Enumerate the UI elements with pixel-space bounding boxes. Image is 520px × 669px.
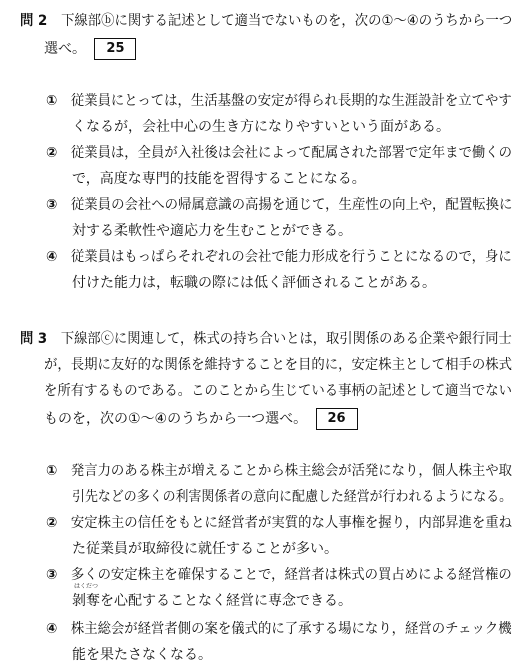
q2-option-1-text: 従業員にとっては，生活基盤の安定が得られ長期的な生涯設計を立てやす: [70, 93, 512, 109]
q2-option-3[interactable]: [46, 196, 512, 214]
q2-option-3-marker: ③: [46, 197, 58, 213]
q3-stem-line-4: [44, 408, 358, 430]
q2-stem-line-1: [20, 12, 512, 30]
q2-label: 問 2: [20, 13, 48, 29]
q3-option-3-cont: 剝奪を心配することなく経営に専念できる。: [72, 593, 352, 609]
q3-label: 問 3: [20, 331, 48, 347]
q2-option-4-marker: ④: [46, 249, 58, 265]
q3-option-2-cont: た従業員が取締役に就任することが多い。: [72, 541, 338, 557]
q2-option-2-text: 従業員は，全員が入社後は会社によって配属された部署で定年まで働くの: [70, 145, 512, 161]
q2-option-1-marker: ①: [46, 93, 58, 109]
q2-stem-text-2: 選べ。: [44, 41, 86, 57]
q2-option-2-cont: で，高度な専門的技能を習得することになる。: [72, 171, 366, 187]
q3-option-2-text: 安定株主の信任をもとに経営者が実質的な人事権を握り，内部昇進を重ね: [70, 515, 512, 531]
q3-stem-line-2: が，長期に友好的な関係を維持することを目的に，安定株主として相手の株式: [44, 357, 512, 373]
q2-option-2-marker: ②: [46, 145, 58, 161]
q3-answer-box[interactable]: 26: [316, 408, 358, 430]
q3-option-3-ruby: はくだつ: [74, 583, 99, 590]
q3-option-4-cont: 能を果たさなくなる。: [72, 647, 212, 663]
q2-option-1[interactable]: [46, 92, 512, 110]
q3-stem-text-1: 下線部ⓒに関連して，株式の持ち合いとは，取引関係のある企業や銀行同士: [60, 331, 512, 347]
q3-option-3-marker: ③: [46, 567, 58, 583]
q3-option-1-cont: 引先などの多くの利害関係者の意向に配慮した経営が行われるようになる。: [72, 489, 513, 505]
q2-option-2[interactable]: [46, 144, 512, 162]
q3-option-1-marker: ①: [46, 463, 58, 479]
q3-option-4[interactable]: [46, 620, 512, 638]
q3-option-4-marker: ④: [46, 621, 58, 637]
q2-stem-line-2: [44, 38, 136, 60]
q3-option-1-text: 発言力のある株主が増えることから株主総会が活発になり，個人株主や取: [70, 463, 512, 479]
q3-option-2-marker: ②: [46, 515, 58, 531]
q2-stem-text: 下線部ⓑに関する記述として適当でないものを，次の①～④のうちから一つ: [61, 13, 513, 29]
q2-option-3-cont: 対する柔軟性や適応力を生むことができる。: [72, 223, 352, 239]
q2-answer-box[interactable]: 25: [94, 38, 136, 60]
q3-option-4-text: 株主総会が経営者側の案を儀式的に了承する場になり，経営のチェック機: [70, 621, 512, 637]
q3-option-2[interactable]: [46, 514, 512, 532]
q3-option-1[interactable]: [46, 462, 512, 480]
q2-option-4-text: 従業員はもっぱらそれぞれの会社で能力形成を行うことになるので，身に: [70, 249, 512, 265]
q3-stem-line-1: [20, 330, 512, 348]
q3-option-3-text: 多くの安定株主を確保することで，経営者は株式の買占めによる経営権の: [70, 567, 512, 583]
q3-option-3[interactable]: [46, 566, 512, 584]
q2-option-3-text: 従業員の会社への帰属意識の高揚を通じて，生産性の向上や，配置転換に: [70, 197, 513, 213]
q3-stem-line-3: を所有するものである。このことから生じている事柄の記述として適当でない: [44, 383, 512, 399]
q2-option-4-cont: 付けた能力は，転職の際には低く評価されることがある。: [72, 275, 436, 291]
q3-stem-text-4: ものを，次の①～④のうちから一つ選べ。: [44, 411, 308, 427]
q2-option-4[interactable]: [46, 248, 512, 266]
q2-option-1-cont: くなるが，会社中心の生き方になりやすいという面がある。: [72, 119, 450, 135]
